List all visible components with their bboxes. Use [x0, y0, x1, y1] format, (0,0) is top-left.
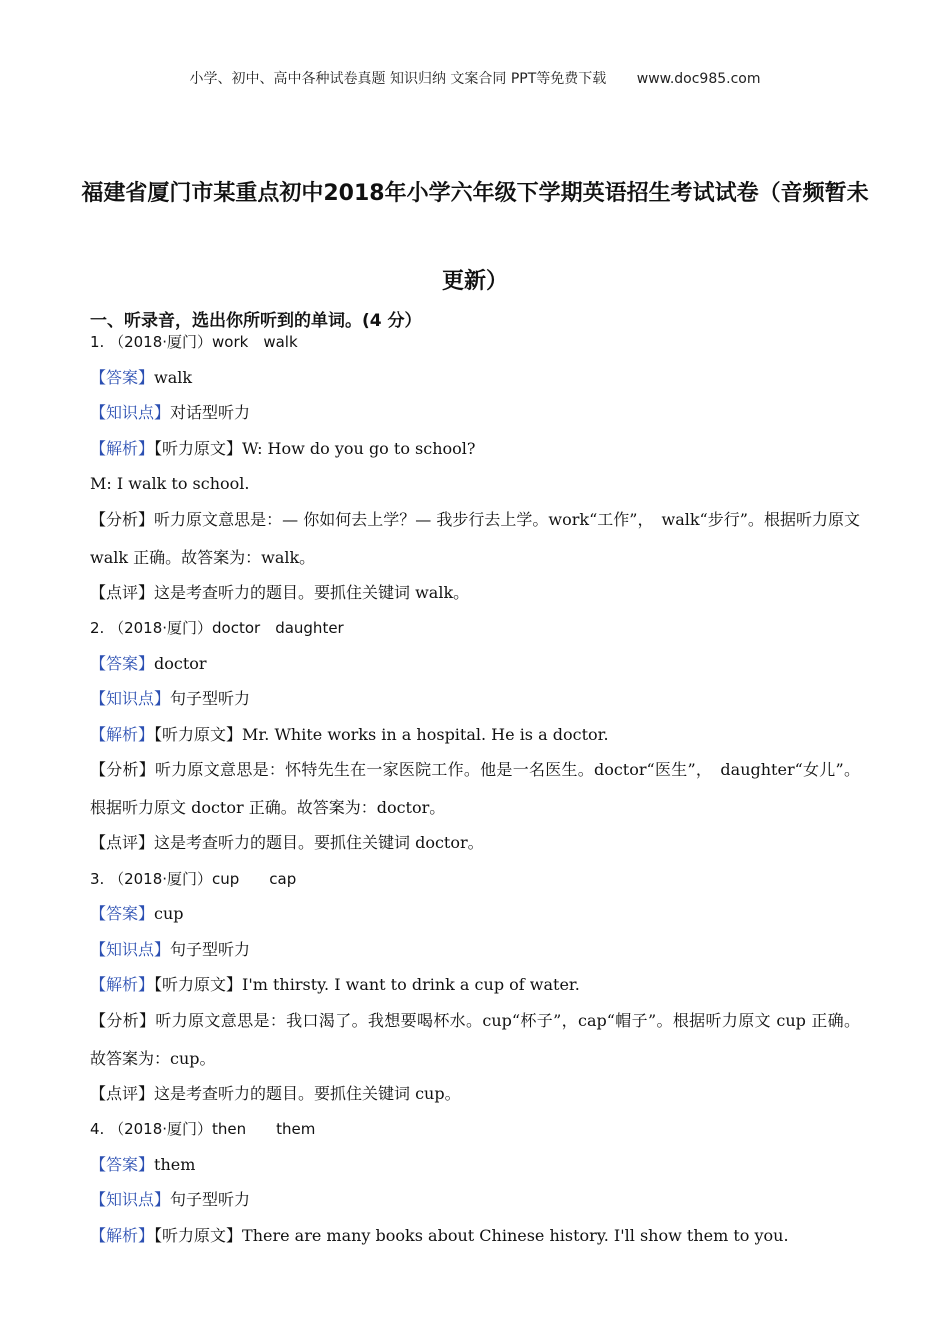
header-text: 小学、初中、高中各种试卷真题 知识归纳 文案合同 PPT等免费下载	[189, 71, 607, 87]
fenxi-paragraph: 【分析】听力原文意思是：我口渴了。我想要喝杯水。cup“杯子”，cap“帽子”。根据听力原文 cup 正确。故答案为：cup。	[90, 1010, 860, 1068]
analysis-line	[90, 439, 860, 475]
knowledge-line	[90, 689, 860, 725]
dianping-line: 【点评】这是考查听力的题目。要抓住关键词 doctor。	[90, 833, 484, 852]
questions-list	[90, 332, 860, 1261]
knowledge-value: 句子型听力	[170, 689, 251, 708]
answer-value: them	[154, 1154, 196, 1174]
knowledge-line	[90, 403, 860, 439]
analysis-label: 【解析】	[90, 438, 155, 458]
page-header	[0, 68, 950, 88]
document-title: 福建省厦门市某重点初中2018年小学六年级下学期英语招生考试试卷（音频暂未更新）	[81, 181, 869, 294]
analysis-extra: M: I walk to school.	[90, 474, 250, 493]
knowledge-value: 句子型听力	[170, 939, 251, 959]
dianping-line: 【点评】这是考查听力的题目。要抓住关键词 cup。	[90, 1083, 461, 1103]
analysis-value: 【听力原文】W: How do you go to school?	[154, 438, 476, 458]
knowledge-label: 【知识点】	[90, 403, 171, 422]
knowledge-value: 对话型听力	[170, 403, 251, 422]
question-number: 3. （2018·厦门）cup cap	[90, 869, 297, 888]
section-title: 一、听录音，选出你所听到的单词。(4 分）	[90, 311, 422, 331]
answer-label: 【答案】	[90, 904, 155, 923]
answer-line	[90, 654, 860, 690]
answer-value: cup	[154, 904, 184, 923]
answer-line	[90, 368, 860, 404]
header-site: www.doc985.com	[636, 71, 761, 87]
knowledge-label: 【知识点】	[90, 1190, 171, 1209]
analysis-line	[90, 1226, 860, 1262]
answer-value: doctor	[154, 653, 207, 673]
analysis-value: 【听力原文】I'm thirsty. I want to drink a cup of water.	[154, 975, 580, 994]
knowledge-line	[90, 1190, 860, 1226]
analysis-value: 【听力原文】Mr. White works in a hospital. He is a doctor.	[154, 724, 609, 744]
answer-value: walk	[154, 367, 193, 387]
question-number: 1. （2018·厦门）work walk	[90, 333, 298, 351]
analysis-value: 【听力原文】There are many books about Chinese history. I'll show them to you.	[154, 1225, 789, 1245]
analysis-label: 【解析】	[90, 724, 155, 744]
question-number: 4. （2018·厦门）then them	[90, 1120, 316, 1138]
analysis-label: 【解析】	[90, 1225, 155, 1245]
answer-label: 【答案】	[90, 653, 155, 673]
fenxi-paragraph: 【分析】听力原文意思是：— 你如何去上学？— 我步行去上学。work“工作”， walk“步行”。根据听力原文 walk 正确。故答案为：walk。	[90, 509, 860, 567]
knowledge-label: 【知识点】	[90, 689, 171, 708]
answer-line	[90, 1155, 860, 1191]
knowledge-value: 句子型听力	[170, 1190, 251, 1209]
fenxi-paragraph: 【分析】听力原文意思是：怀特先生在一家医院工作。他是一名医生。doctor“医生”， daughter“女儿”。根据听力原文 doctor 正确。故答案为：doctor。	[90, 760, 860, 817]
analysis-label: 【解析】	[90, 975, 155, 994]
dianping-line: 【点评】这是考查听力的题目。要抓住关键词 walk。	[90, 582, 470, 602]
question-number: 2. （2018·厦门）doctor daughter	[90, 619, 344, 637]
answer-line	[90, 904, 860, 940]
answer-label: 【答案】	[90, 1154, 155, 1174]
knowledge-label: 【知识点】	[90, 939, 171, 959]
answer-label: 【答案】	[90, 367, 155, 387]
knowledge-line	[90, 940, 860, 976]
